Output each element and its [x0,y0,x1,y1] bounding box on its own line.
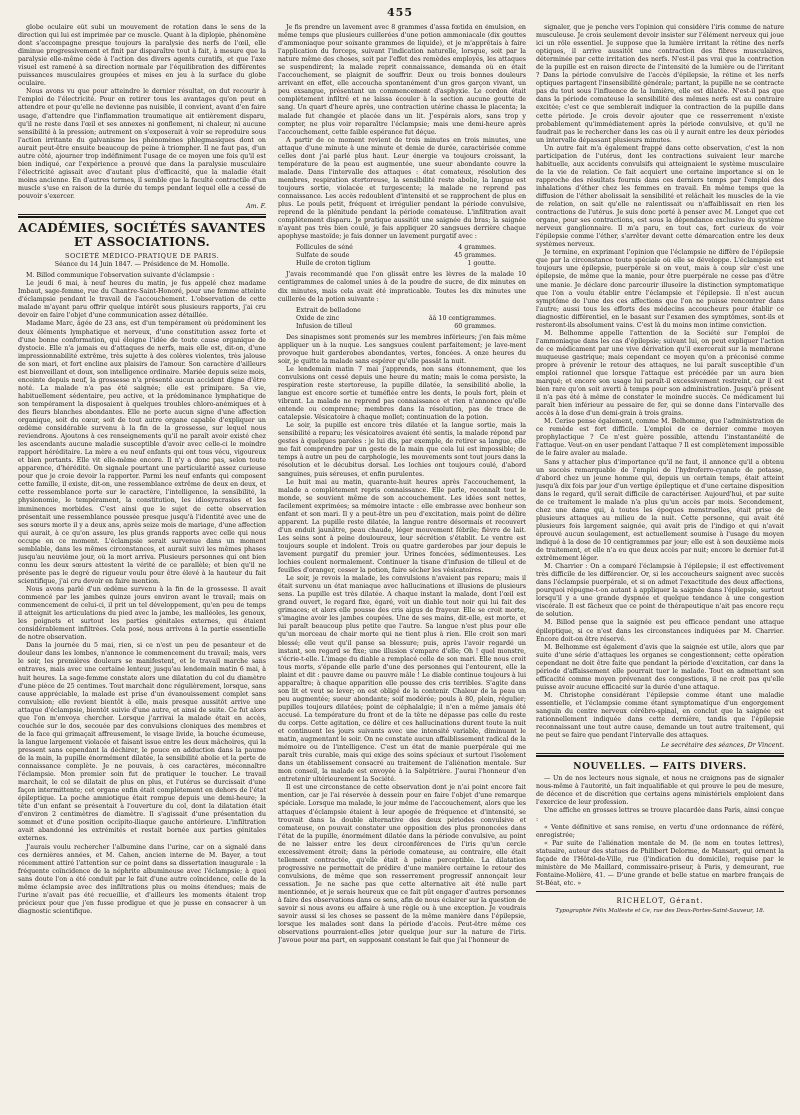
divider [18,214,266,215]
middle-column [278,24,526,1098]
secretary-signature: Le secrétaire des séances, Dr Vincent. [661,742,784,750]
paragraph: Nous avons parlé d'un œdème survenu à la fin de la grossesse. Il avait commencé par les jambes quinze jours environ avant le travail; mais on commencement de celui-ci, il prit un tel développement, qu'en peu de temps il atteignit les articulations du pied avec la jambe, les malléoles, les genoux, les poignets et surtout les parties génitales externes, qui étaient considérablement infiltrées. Cela posé, nous arrivons à la partie essentielle de notre observation. [18,586,266,642]
paragraph: M. Billod communique l'observation suivante d'éclampsie : [26,272,215,280]
news-section-title: NOUVELLES. — FAITS DIVERS. [573,762,747,773]
section-title: ACADÉMIES, SOCIÉTÉS SAVANTES ET ASSOCIATIONS. [18,221,266,250]
paragraph: Madame Marc, âgée de 23 ans, est d'un tempérament où prédominent les deux éléments lymphatique et nerveux, d'une constitution assez forte et d'une bonne conformation, qui éloigne l'idée de toute cause organique de dystocie. Elle n'a jamais eu d'attaques de nerfs, mais elle est, dit-on, d'une impressionnabilité extrême, très sujette à des colères violentes, très jalouse de son mari, et fort encline aux plaisirs de l'amour. Son caractère d'ailleurs est bienveillant et doux, son intelligence ordinaire. Mariée depuis seize mois, enceinte depuis neuf, la grossesse n'a présenté aucun accident digne d'être noté. La malade n'a pas été saignée; elle est primipare. Sa vie, habituellement sédentaire, peu active, et la prédominance lymphatique de son tempérament la disposaient à quelques troubles chloro-anémiques et à des fleurs blanches abondantes. Elle ne porte aucun signe d'une affection organique, soit du cœur, soit de tout autre organe capable d'expliquer un œdème considérable survenu à la fin de la grossesse, sur lequel nous reviendrons. Ajoutons à ces renseignements qu'il ne paraît avoir existé chez les ascendants aucune maladie susceptible d'avoir avec celle-ci le moindre rapport héréditaire. La mère a eu neuf enfants qui ont tous vécu, vigoureux et bien portants. Elle vit elle-même encore. Il n'y a donc pas, selon toute apparence, d'hérédité. On signale pourtant une particularité assez curieuse pour que je croie devoir la rapporter. Parmi les neuf enfants qui composent cette famille, il existe, dit-on, une ressemblance extrême de deux en deux, et cette ressemblance porte sur le caractère, l'intelligence, la sensibilité, la physionomie, le tempérament, la constitution, les idiosyncrasies et les imminences morbides. C'est ainsi que le sujet de cette observation présentait une ressemblance poussée presque jusqu'à l'identité avec une de ses sœurs morte il y a deux ans, après seize mois de mariage, d'une affection qui aurait, à ce qu'on assure, les plus grands rapports avec celle qui nous occupe en ce moment. L'éclampsie serait survenue dans un moment semblable, dans les mêmes circonstances, et aurait suivi les mêmes phases jusqu'au neuvième jour, où la mort arriva. Plusieurs personnes qui ont bien connu les deux sœurs attestent la vérité de ce parallèle; et bien qu'il ne présente pas le degré de rigueur voulu pour être élevé à la hauteur du fait scientifique, j'ai cru devoir en faire mention. [18,320,266,585]
paragraph: Dans la journée du 5 mai, rien, si ce n'est un peu de pesanteur et de douleur dans les lombes, n'annonce le commencement du travail; mais, vers le soir, les premières douleurs se manifestent, et le travail marche sans entraves, mais avec une certaine lenteur, jusqu'au lendemain matin 6 mai, à huit heures. La sage-femme constate alors une dilatation du col du diamètre d'une pièce de 25 centimes. Tout marchait donc régulièrement, lorsque, sans cause appréciable, la malade est prise d'un évanouissement complet sans convulsion; elle revient bientôt à elle, mais presque aussitôt arrive une attaque d'éclampsie, bientôt suivie d'une autre, et ainsi de suite. Ce fut alors que l'on m'envoya chercher. Lorsque j'arrivai la malade était en accès, couchée sur le dos, secouée par des convulsions cloniques des membres et de la face qui grimaçait affreusement, le visage livide, la bouche écumeuse, la langue largement violacée et faisant issue entre les deux mâchoires, qui la pressent sans cependant la déchirer, le pouce en adduction dans la paume de la main, la pupille énormément dilatée, la sensibilité abolie et la perte de connaissance complète. Je ne pouvais, à ces caractères, méconnaître l'éclampsie. Mon premier soin fut de pratiquer le toucher. Le travail marchait, le col se dilatait de plus en plus, et l'utérus se durcissait d'une façon intermittente; cet organe enfin était complètement en dehors de l'état épileptique. La poche amniotique était rompue depuis une demi-heure; la tête d'un enfant se présentait à l'ouverture du col, dont la dilatation était d'environ 2 centimètres de diamètre. Il s'agissait d'une présentation du sommet et d'une position occipito-iliaque gauche antérieure. L'infiltration avait abandonné les extrémités et restait bornée aux parties génitales externes. [18,642,266,843]
paragraph: globe oculaire eût subi un mouvement de rotation dans le sens de la direction qui lui est imprimée par ce muscle. Quant à la diplopie, phénomène dont s'accompagne presque toujours la paralysie des nerfs de l'œil, elle diminue progressivement et finit par disparaître tout à fait, à mesure que la paralysie elle-même cède à l'action des divers agents curatifs, et que l'axe visuel est ramené à sa direction normale par l'équilibration des différentes puissances musculaires groupées et mises en jeu à la surface du globe oculaire. [18,24,266,88]
paragraph: M. Charrier : On a comparé l'éclampsie à l'épilepsie; il est effectivement très difficile de les différencier. Or, si les accoucheurs saignent avec succès dans l'éclampsie puerpérale, et si on admet l'exactitude des deux affections, pourquoi répugne-t-on autant à appliquer la saignée dans l'épilepsie, surtout lorsqu'il y a une grande dyspnée et quelque tendance à une congestion viscérale. Il est fâcheux que ce point de thérapeutique n'ait pas encore reçu de solution. [536,563,784,619]
right-column [536,24,784,1098]
divider [18,216,266,218]
page-number: 455 [387,6,413,19]
formula-row: Sulfate de soude 45 grammes. [296,252,496,260]
divider [536,891,784,892]
paragraph: M. Belhomme est également d'avis que la saignée est utile, alors que par suite d'une série d'attaques les organes se congestionnent; cette opération cependant ne doit être faite que pendant la période d'excitation, car dans la période d'affaissement elle pourrait tuer le malade. Tout en admettant son efficacité comme moyen prévenant des congestions, il ne croit pas qu'elle puisse avoir aucune efficacité sur la durée d'une attaque. [536,643,784,691]
prescription-formula [296,244,496,268]
paragraph: Le soir, la pupille est encore très dilatée et la langue sortie, mais la sensibilité a reparu; les vésicatoires avaient été sentis, la malade répond par gestes à quelques paroles : je lui dis, par exemple, de retirer sa langue, elle me fait comprendre par un geste de la main que cela lui est impossible; de temps à autre un peu de carphologie, les mouvements sont tout jours dans la résolution et le décubitus dorsal. Les lochies ont toujours coulé, d'abord sanguines, puis séreuses, et enfin purulentes. [278,422,526,478]
prescription-formula [296,307,496,331]
paragraph: « Par suite de l'aliénation mentale de M. (le nom en toutes lettres), statuaire, auteur des statues de Philibert Delorme, de Mansart, qui ornent la façade de l'Hôtel-de-Ville, rue (l'indication du domicile), requise par le ministère de Me Maillard, commissaire-priseur, à Paris, y demeurant, rue Fontaine-Molière, 41. — D'une grande et belle statue en marbre français de St-Béat, etc. » [536,839,784,887]
paragraph: Des sinapismes sont promenés sur les membres inférieurs; j'en fais même appliquer un à la nuque. Les sangsues coulent parfaitement; je lave-ment provoque huit garderobes abondantes, vertes, foncées. A onze heures du soir, je quitte la malade sans espérer qu'elle passât la nuit. [278,333,526,365]
printer-line: Typographie Félix Malteste et Ce, rue des Deux-Portes-Saint-Sauveur, 18. [555,907,765,914]
formula-row: Infusion de tilleul 60 grammes. [296,322,496,330]
paragraph: Nous avons vu que pour atteindre le dernier résultat, on dut recourir à l'emploi de l'électricité. Pour en retirer tous les avantages qu'on peut en attendre et pour qu'elle ne devienne pas nuisible, il convient, avant d'en faire usage, d'attendre que l'inflammation traumatique ait entièrement disparu, qu'il ne reste dans l'œil et ses annexes ni gonflement, ni chaleur, ni aucune sensibilité à la pression; autrement on s'exposerait à voir se reproduire sous l'action irritante du galvanisme les phénomènes phlegmasiques dont on aurait peut-être ensuite beaucoup de peine à triompher. Il ne faut pas, d'un autre côté, ajourner trop indéfiniment l'usage de ce moyen une fois qu'il est bien indiqué, car l'expérience a prouvé que dans la paralysie musculaire l'électricité agissait avec d'autant plus d'efficacité, que la maladie était moins ancienne. En d'autres termes, il semble que la faculté contractile d'un muscle s'use en raison de la durée du temps pendant lequel elle a cessé de pouvoir s'exercer. [18,88,266,200]
paragraph: Un autre fait m'a également frappé dans cette observation, c'est la non participation de l'utérus, dont les contractions suivaient leur marche habituelle, aux accidents convulsifs qui atteignaient le système musculaire de la vie de relation. Ce fait acquiert une certaine importance si on le rapproche des résultats fournis dans ces derniers temps par l'emploi des inhalations d'éther chez les femmes en travail. En même temps que la diffusion de l'éther abolissait la sensibilité et relâchait les muscles de la vie de relation, on sait qu'elle ne ralentissait ou n'affaiblissait en rien les contractions de l'utérus. Je suis donc porté à penser avec M. Longet que cet organe, pour ses contractions, est sous la dépendance exclusive du système nerveux ganglionnaire. Il m'a paru, en tout cas, fort curieux de voir l'épilepsie comme l'éther, s'arrêter devant cette démarcation entre les deux systèmes nerveux. [536,144,784,249]
paragraph: M. Belhomme appelle l'attention de la Société sur l'emploi de l'ammoniaque dans les cas d'épilepsie; suivant lui, on peut expliquer l'action de ce médicament par une vive dérivation qu'il exercerait sur la membrane muqueuse gastrique; mais cependant ce moyen qu'on a préconisé comme propre à prévenir le retour des attaques, ne lui paraît susceptible d'un emploi rationnel que lorsque l'attaque est précédée par un aura bien marqué; et encore son usage lui paraît-il excessivement restreint, car il est bien rare qu'on soit averti à temps pour son administration. Jusqu'à présent il n'a pas été à même de constater le moindre succès. Ce médicament lui paraît bien inférieur au pessaire de fer, qui se donne dans l'intervalle des accès à la dose d'un demi-grain à trois grains. [536,329,784,418]
formula-row: Oxide de zinc ââ 10 centigrammes. [296,314,496,322]
paragraph: M. Billod pense que la saignée est peu efficace pendant une attaque épileptique, si ce n'est dans les circonstances indiquées par M. Charrier. Encore doit-on être réservé. [536,619,784,643]
paragraph: Une affiche en grosses lettres se trouve placardée dans Paris, ainsi conçue : [536,807,784,823]
paragraph: Il est une circonstance de cette observation dont je n'ai point encore fait mention, car je l'ai réservée à dessein pour en faire l'objet d'une remarque spéciale. Lorsque ma malade, le jour même de l'accouchement, alors que les attaques d'éclampsie étaient à leur apogée de fréquence et d'intensité, se trouvait dans la double alternative des deux périodes convulsive et comateuse, on pouvait constater une opposition des plus prononcées dans l'état de la pupille, énormément dilatée dans la période convulsive, au point de ne laisser entre les deux circonférences de l'iris qu'un cercle excessivement étroit; dans la période comateuse, au contraire, elle était tellement contractée, qu'elle était à peine perceptible. La dilatation progressive ne permettait de prédire d'une manière certaine le retour des convulsions, de même que son resserrement progressif annonçait leur cessation. Je ne sache pas que cette alternative ait été nulle part mentionnée, et je serais heureux que ce fait pût engager d'autres personnes à faire des observations dans ce sens, afin de nous éclairer sur la question de savoir si nous avons eu affaire à une règle ou à une exception. Je voudrais savoir aussi si les choses se passent de la même manière dans l'épilepsie, lorsque les malades sont dans la période d'accès. Peut-être même ces observations pourraient-elles jeter quelque jour sur la nature de l'iris. J'avoue pour ma part, en supposant constant le fait que j'ai l'honneur de [278,784,526,945]
paragraph: M. Christophe considérant l'épilepsie comme étant une maladie essentielle, et l'éclampsie comme étant symptomatique d'un engorgement sanguin du centre nerveux cérébro-spinal, en conclut que la saignée est rationnellement indiquée dans cette dernière, tandis que l'épilepsie reconnaissant une tout autre cause, demande un tout autre traitement, qui ne peut se faire que pendant l'intervalle des attaques. [536,691,784,740]
society-title: SOCIÉTÉ MÉDICO-PRATIQUE DE PARIS. [65,252,219,261]
gerant-line: RICHELOT, Gérant. [616,896,704,905]
paragraph: M. Cerise pense également, comme M. Belhomme, que l'administration de ce remède est fort difficile. L'emploi de ce dernier comme moyen prophylactique ? Ce n'est guère possible, attendu l'instantanéité de l'attaque. Veut-on en user pendant l'attaque ? Il est complètement impossible de le faire avaler au malade. [536,418,784,458]
paragraph: Je termine, en exprimant l'opinion que l'éclampsie ne diffère de l'épilepsie que par la circonstance toute spéciale où elle se développe. L'éclampsie est toujours une épilepsie, puerpérale si on veut, mais à coup sûr c'est une épilepsie, de même que la manie, pour être puerpérale ne cesse pas d'être une manie. Je déclare donc parcourir illusoire la distinction symptomatique que l'on a voulu établir entre l'éclampsie et l'épilepsie. Il n'est aucun symptôme de l'une des ces affections que l'on ne puisse rencontrer dans l'autre; aussi tous les efforts des médecins accoucheurs pour établir ce diagnostic différentiel, en le basant sur l'examen des symptômes, sont-ils et resteront-ils absolument vains. C'est là du moins mon intime conviction. [536,249,784,329]
divider [536,755,784,757]
session-line: Séance du 14 Juin 1847. — Présidence de M. Homolle. [54,261,230,269]
article-signature: Am. F. [246,203,266,211]
paragraph: J'aurais voulu rechercher l'albumine dans l'urine, car on a signalé dans ces dernières années, et M. Cahen, ancien interne de M. Bayer, a tout récemment attiré l'attention sur ce point dans sa dissertation inaugurale : la fréquente coïncidence de la néphrite albumineuse avec l'éclampsie; à quoi sans doute l'on a été conduit par le fait d'une autre coïncidence, celle de la même éclampsie avec des infiltrations plus ou moins étendues; mais de l'urine n'avait pas été recueillie, et d'ailleurs les moments étaient trop précieux pour que j'en fusse prodigue et que je pusse en consacrer à un diagnostic scientifique. [18,843,266,915]
formula-row: Follicules de séné 4 grammes. [296,244,496,252]
divider [536,753,784,754]
paragraph: Sans y attacher plus d'importance qu'il ne faut, il annonce qu'il a obtenu un succès remarquable de l'emploi de l'hydroferro-cyanate de potasse, d'abord chez un jeune homme qui, depuis un certain temps, était atteint jusqu'à dix fois par jour d'un vertige épileptique et d'une certaine disposition dans le regard, qu'il serait difficile de caractériser. Aujourd'hui, et par suite de ce traitement le malade n'a plus qu'un accès par mois. Secondement, chez une dame qui, à toutes les époques menstruelles, était prise de plusieurs attaques au milieu de la nuit. Cette personne, qui avait été plusieurs fois largement saignée, qui avait pris de l'indigo et qui n'avait éprouvé aucun soulagement, est actuellement soumise à l'usage du moyen indiqué à la dose de 10 centigrammes par jour; elle est à son deuxième mois de traitement, et elle n'a eu que deux accès par nuit; encore le dernier fut-il extrêmement léger. [536,458,784,563]
paragraph: — Un de nos lecteurs nous signale, et nous ne craignons pas de signaler nous-même à l'autorité, un fait inqualifiable et qui prouve le peu de mesure, de décence et de discrétion que certains agens ministériels emploient dans l'exercice de leur profession. [536,775,784,807]
paragraph: J'avais recommandé que l'on glissât entre les lèvres de la malade 10 centigrammes de calomel unies à de la poudre de sucre, de dix minutes en dix minutes, mais cela avait été impraticable. Toutes les dix minutes une cuillerée de la potion suivante : [278,271,526,303]
paragraph: Je fis prendre un lavement avec 8 grammes d'assa fœtida en émulsion, en même temps que plusieurs cuillerées d'une potion ammoniacale (dix gouttes d'ammoniaque pour soixante grammes de liquide), et je m'apprêtais à faire l'application du forceps, suivant l'indication naturelle, lorsque, soit par la nature même des choses, soit par l'effet des remèdes employés, les attaques se suspendirent; la malade reprit connaissance, demanda où en était l'accouchement, se plaignit de souffrir. Deux ou trois bonnes douleurs arrivant en effet, elle accoucha spontanément d'un gros garçon vivant, un peu exsangue, présentant un commencement d'asphyxie. Le cordon était complètement infiltré et ne laissa écouler à la section aucune goutte de sang. Un quart d'heure après, une contraction utérine chassa le placenta; la malade fut changée et placée dans un lit. J'espérais alors, sans trop y compter, ne plus voir reparaître l'éclampsie; mais une demi-heure après l'accouchement, cette faible espérance fut déçue. [278,24,526,136]
formula-row: Extrait de belladone [296,306,361,314]
paragraph: « Vente définitive et sans remise, en vertu d'une ordonnance de référé, enregistrée; [536,823,784,839]
left-column [18,24,266,1098]
paragraph: A partir de ce moment revient de trois minutes en trois minutes, une attaque d'une minute à une minute et demie de durée, caractérisée comme celles dont j'ai parlé plus haut. Leur énergie va toujours croissant, la température de la peau est augmentée, une sueur abondante couvre la malade. Dans l'intervalle des attaques : état comateux, résolution des membres, respiration stertoreuse, la sensibilité reste abolie, la langue est toujours sortie, violacée et turgescente; la malade ne reprend pas connaissance. Les accès redoublent d'intensité et se rapprochent de plus en plus. Le pouls petit, fréquent et irrégulier pendant la période convulsive, reprend de la plénitude pendant la période comateuse. L'infiltration avait complètement disparu. Je pratique aussitôt une saignée du bras; la saignée n'ayant pas très bien coulé, je fais appliquer 20 sangsues derrière chaque apophyse mastoïde; je fais donner un lavement purgatif avec : [278,136,526,241]
paragraph: signaler, que je penche vers l'opinion qui considère l'iris comme de nature musculeuse. Je crois seulement devoir insister sur l'élément nerveux qui joue ici un rôle essentiel. Je suppose que la lumière irritant la rétine des nerfs optiques, il arrive aussitôt une contraction des fibres musculaires, déterminée par cette irritation des nerfs. N'est-il pas vrai que la contraction de la pupille est en raison directe de l'intensité de la lumière ou de l'irritant ? Dans la période convulsive de l'accès d'épilepsie, la rétine et les nerfs optiques partagent l'insensibilité générale; partant, la pupille ne se contracte pas du tout sous l'influence de la lumière, elle est dilatée. N'est-il pas que dans la période comateuse la sensibilité des mêmes nerfs est au contraire excitée; c'est ce que semblerait indiquer la contraction de la pupille dans cette période. Je crois devoir ajouter que ce resserrement n'existe probablement qu'immédiatement après la période convulsive, et qu'il ne faudrait pas le rechercher dans les cas où il y aurait entre les deux périodes un intervalle dépassant plusieurs minutes. [536,24,784,144]
paragraph: Le soir, je revois la malade, les convulsions n'avaient pas reparu; mais il était survenu un état maniaque avec hallucinations et illusions de plusieurs sens. La pupille est très dilatée. A chaque instant la malade, dont l'œil est grand ouvert, le regard fixe, égaré, voit un diable tout noir qui lui fait des grimaces; et alors elle pousse des cris aigus de frayeur. Elle se croit morte, s'imagine avoir les jambes coupées. Une de ses mains, dit-elle, est morte, et lui paraît beaucoup plus petite que l'autre. Sa langue n'est plus pour elle qu'un morceau de chair morte qui ne tient plus à rien. Elle croit son mari blessé; elle veut qu'il panse sa blessure; puis, après l'avoir regardé un instant, son regard se fixe; une illusion s'empare d'elle; Oh ! quel monstre, s'écrie-t-elle. L'image du diable a remplacé celle de son mari. Elle nous croit tous morts, s'épande elle parle d'une des personnes qui l'entourent, elle la plaint et dit : pauvre dame ou pauvre mâle ! Le diable continue toujours à lui apparaître; à chaque apparition elle pousse des cris terribles. S'agite dans son lit et veut se lever; on est obligé de la contenir. Chaleur de la peau un peu augmentée; sueur abondante; soif modérée; pouls à 80, plein, régulier; pupilles toujours dilatées; point de céphalalgie; il n'en a même jamais été accusé. La température du front et de la tête ne dépasse pas celle du reste du corps. Cette agitation, ce délire et ces hallucinations durent toute la nuit et continuent les jours suivants avec une intensité variable, diminuant le matin, augmentant le soir. On ne constate aucun affaiblissement radical de la mémoire ou de l'intelligence. C'est un état de manie puerpérale qui me paraît très curable, mais qui exige des soins spéciaux et surtout l'isolement dans un établissement consacré au traitement de l'aliénation mentale. Sur mon conseil, la malade est envoyée à la Salpêtrière. J'aurai l'honneur d'en entretenir ultérieurement la Société. [278,575,526,784]
paragraph: Le jeudi 6 mai, à neuf heures du matin, je fus appelé chez madame Imbaut, sage-femme, rue du Chantre-Saint-Honoré, pour une femme atteinte d'éclampsie pendant le travail de l'accouchement. L'observation de cette malade m'ayant paru offrir quelque intérêt sous plusieurs rapports, j'ai cru devoir en faire l'objet d'une communication assez détaillée. [18,280,266,320]
paragraph: Le huit mai au matin, quarante-huit heures après l'accouchement, la malade a complètement repris connaissance. Elle parle, reconnaît tout le monde, se souvient même de son accouchement. Les idées sont nettes, facilement exprimées; sa mémoire intacte : elle embrasse avec bonheur son enfant et son mari. Il y a peut-être un peu d'excitation, mais point de délire apparent. La pupille reste dilatée, la langue rentre désormais et recouvert d'un enduit jaunâtre, peau chaude, léger mouvement fébrile; fièvre de lait. Les seins sont à peine douloureux, leur sécrétion s'établit. Le ventre est toujours souple et indolent. Trois ou quatre garderobes par jour depuis le lavement purgatif du premier jour. Urines foncées, sédimenteuses. Les lochies coulent normalement. Continuer la tisane d'infusion de tilleul et de feuilles d'oranger, cesser la potion, faire sécher les vésicatoires. [278,478,526,575]
paragraph: Le lendemain matin 7 mai j'apprends, non sans étonnement, que les convulsions ont cessé depuis une heure du matin; mais le coma persiste, la respiration reste stertoreuse, la pupille dilatée, la sensibilité abolie, la langue est encore sortie et tuméfiée entre les dents, le pouls fort, plein et vibrant. La malade ne reprend pas connaissance et rien n'annonce qu'elle entende ou comprenne; membres dans la résolution, pas de trace de catalepsie. Vésicatoire à chaque mollet; continuation de la potion. [278,365,526,422]
formula-row: Huile de croton tiglium 1 goutte. [296,260,496,268]
